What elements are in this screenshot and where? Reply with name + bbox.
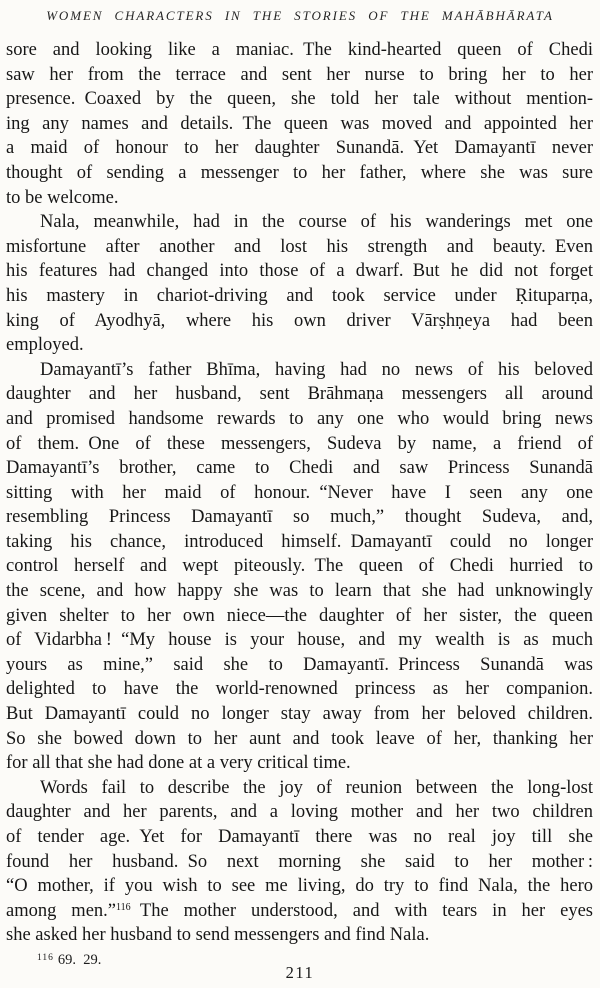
text-line: to be welcome. bbox=[6, 187, 119, 208]
text-line: Damayantī’s brother, came to Chedi and saw Princess Sunandā bbox=[6, 458, 593, 479]
text-line: for all that she had done at a very critical time. bbox=[6, 753, 351, 774]
text-line: of them. One of these messengers, Sudeva by name, a friend of bbox=[6, 433, 593, 454]
text-line: among men.”$^{116}$ The mother understood, and with tears in her eyes bbox=[6, 900, 593, 921]
text-line: his features had changed into those of a dwarf. But he did not forget bbox=[6, 261, 593, 282]
text-line: Nala, meanwhile, had in the course of his wanderings met one bbox=[40, 212, 593, 233]
text-line: resembling Princess Damayantī so much,” thought Sudeva, and, bbox=[6, 507, 593, 528]
text-line: employed. bbox=[6, 335, 84, 356]
text-line: king of Ayodhyā, where his own driver Vārṣhṇeya had been bbox=[6, 310, 593, 331]
text-line: taking his chance, introduced himself. Damayantī could no longer bbox=[6, 531, 593, 552]
text-line: misfortune after another and lost his strength and beauty. Even bbox=[6, 236, 593, 257]
paragraph bbox=[6, 210, 593, 358]
text-line: and promised handsome rewards to any one who would bring news bbox=[6, 408, 593, 429]
text-line: Words fail to describe the joy of reunion between the long-lost bbox=[40, 777, 593, 798]
paragraph bbox=[6, 38, 593, 210]
text-line: of tender age. Yet for Damayantī there was no real joy till she bbox=[6, 827, 593, 847]
footnote-text: 69. 29. bbox=[57, 952, 102, 968]
text-line: thought of sending a messenger to her father, where she was sure bbox=[6, 162, 593, 183]
footnote-marker: 116 bbox=[37, 953, 54, 963]
text-line: daughter and her husband, sent Brāhmaṇa messengers all around bbox=[6, 384, 593, 405]
text-line: Damayantī’s father Bhīma, having had no news of his beloved bbox=[40, 359, 593, 380]
text-line: sore and looking like a maniac. The kind-hearted queen of Chedi bbox=[6, 40, 593, 60]
text-line: of Vidarbha ! “My house is your house, and my wealth is as much bbox=[6, 630, 593, 651]
text-line: she asked her husband to send messengers and find Nala. bbox=[6, 925, 430, 946]
running-header: WOMEN CHARACTERS IN THE STORIES OF THE MAHĀBHĀRATA bbox=[46, 8, 554, 23]
text-line: daughter and her parents, and a loving mother and her two children bbox=[6, 802, 593, 823]
text-line: So she bowed down to her aunt and took leave of her, thanking her bbox=[6, 728, 593, 749]
text-line: ing any names and details. The queen was moved and appointed her bbox=[6, 113, 593, 134]
text-line: the scene, and how happy she was to learn that she had unknowingly bbox=[6, 581, 593, 602]
text-line: yours as mine,” said she to Damayantī. Princess Sunandā was bbox=[6, 654, 593, 675]
text-line: saw her from the terrace and sent her nurse to bring her to her bbox=[6, 64, 593, 85]
text-line: delighted to have the world-renowned princess as her companion. bbox=[6, 679, 593, 700]
text-line: But Damayantī could no longer stay away from her beloved children. bbox=[6, 704, 593, 725]
text-line: a maid of honour to her daughter Sunandā. Yet Damayantī never bbox=[6, 138, 593, 159]
text-line: found her husband. So next morning she said to her mother : bbox=[6, 851, 593, 872]
page-body bbox=[6, 38, 593, 948]
text-line: presence. Coaxed by the queen, she told her tale without mention- bbox=[6, 89, 593, 110]
text-line: given shelter to her own niece—the daughter of her sister, the queen bbox=[6, 605, 593, 626]
text-line: control herself and wept piteously. The queen of Chedi hurried to bbox=[6, 556, 593, 577]
text-line: sitting with her maid of honour. “Never have I seen any one bbox=[6, 482, 593, 503]
paragraph bbox=[6, 358, 593, 776]
footnote-reference: 116 bbox=[116, 901, 131, 913]
text-line: his mastery in chariot-driving and took service under Ṛituparṇa, bbox=[6, 285, 593, 306]
paragraph bbox=[6, 776, 593, 948]
text-line: “O mother, if you wish to see me living, do try to find Nala, the hero bbox=[6, 876, 593, 897]
page-number: 211 bbox=[285, 963, 315, 982]
